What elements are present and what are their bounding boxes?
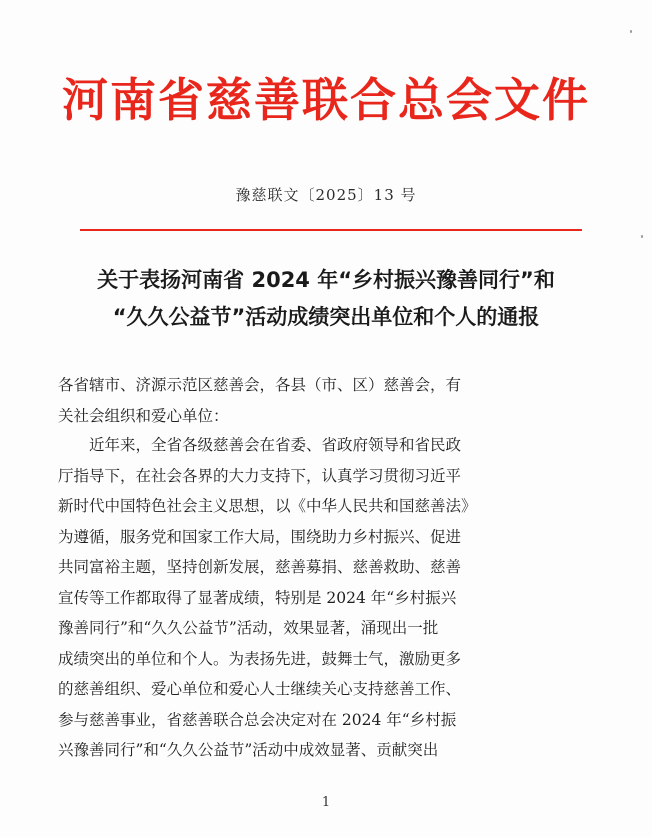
paragraph-line: 豫善同行”和“久久公益节”活动，效果显著，涌现出一批 xyxy=(58,619,439,637)
paragraph-line: 参与慈善事业，省慈善联合总会决定对在 2024 年“乡村振 xyxy=(58,710,457,729)
paragraph-line: 宣传等工作都取得了显著成绩，特别是 2024 年“乡村振兴 xyxy=(58,588,457,607)
paragraph-line: 成绩突出的单位和个人。为表扬先进，鼓舞士气，激励更多 xyxy=(58,649,462,668)
notice-title-line: 关于表扬河南省 2024 年“乡村振兴豫善同行”和 xyxy=(97,268,555,292)
scan-speck xyxy=(630,30,632,33)
notice-title xyxy=(0,262,652,336)
paragraph-line: 的慈善组织、爱心单位和爱心人士继续关心支持慈善工作、 xyxy=(58,680,462,698)
paragraph-line: 新时代中国特色社会主义思想，以《中华人民共和国慈善法》 xyxy=(58,497,477,515)
addressee-block xyxy=(58,370,558,431)
notice-title-line: “久久公益节”活动成绩突出单位和个人的通报 xyxy=(112,305,540,329)
paragraph-line: 兴豫善同行”和“久久公益节”活动中成效显著、贡献突出 xyxy=(58,741,439,759)
page-number: 1 xyxy=(321,795,331,810)
addressee-line: 关社会组织和爱心单位： xyxy=(58,406,229,425)
paragraph-line: 近年来，全省各级慈善会在省委、省政府领导和省民政 xyxy=(89,436,462,454)
addressee-line: 各省辖市、济源示范区慈善会，各县（市、区）慈善会，有 xyxy=(58,376,462,394)
body-paragraph xyxy=(58,430,558,766)
scan-speck xyxy=(641,235,643,238)
red-separator-line xyxy=(80,229,582,231)
paragraph-line: 厅指导下，在社会各界的大力支持下，认真学习贯彻习近平 xyxy=(58,466,462,485)
document-number: 豫慈联文〔2025〕13 号 xyxy=(235,186,417,204)
paragraph-line: 为遵循，服务党和国家工作大局，围绕助力乡村振兴、促进 xyxy=(58,527,462,546)
paragraph-line: 共同富裕主题，坚持创新发展，慈善募捐、慈善救助、慈善 xyxy=(58,558,462,576)
org-header-title: 河南省慈善联合总会文件 xyxy=(62,73,590,127)
